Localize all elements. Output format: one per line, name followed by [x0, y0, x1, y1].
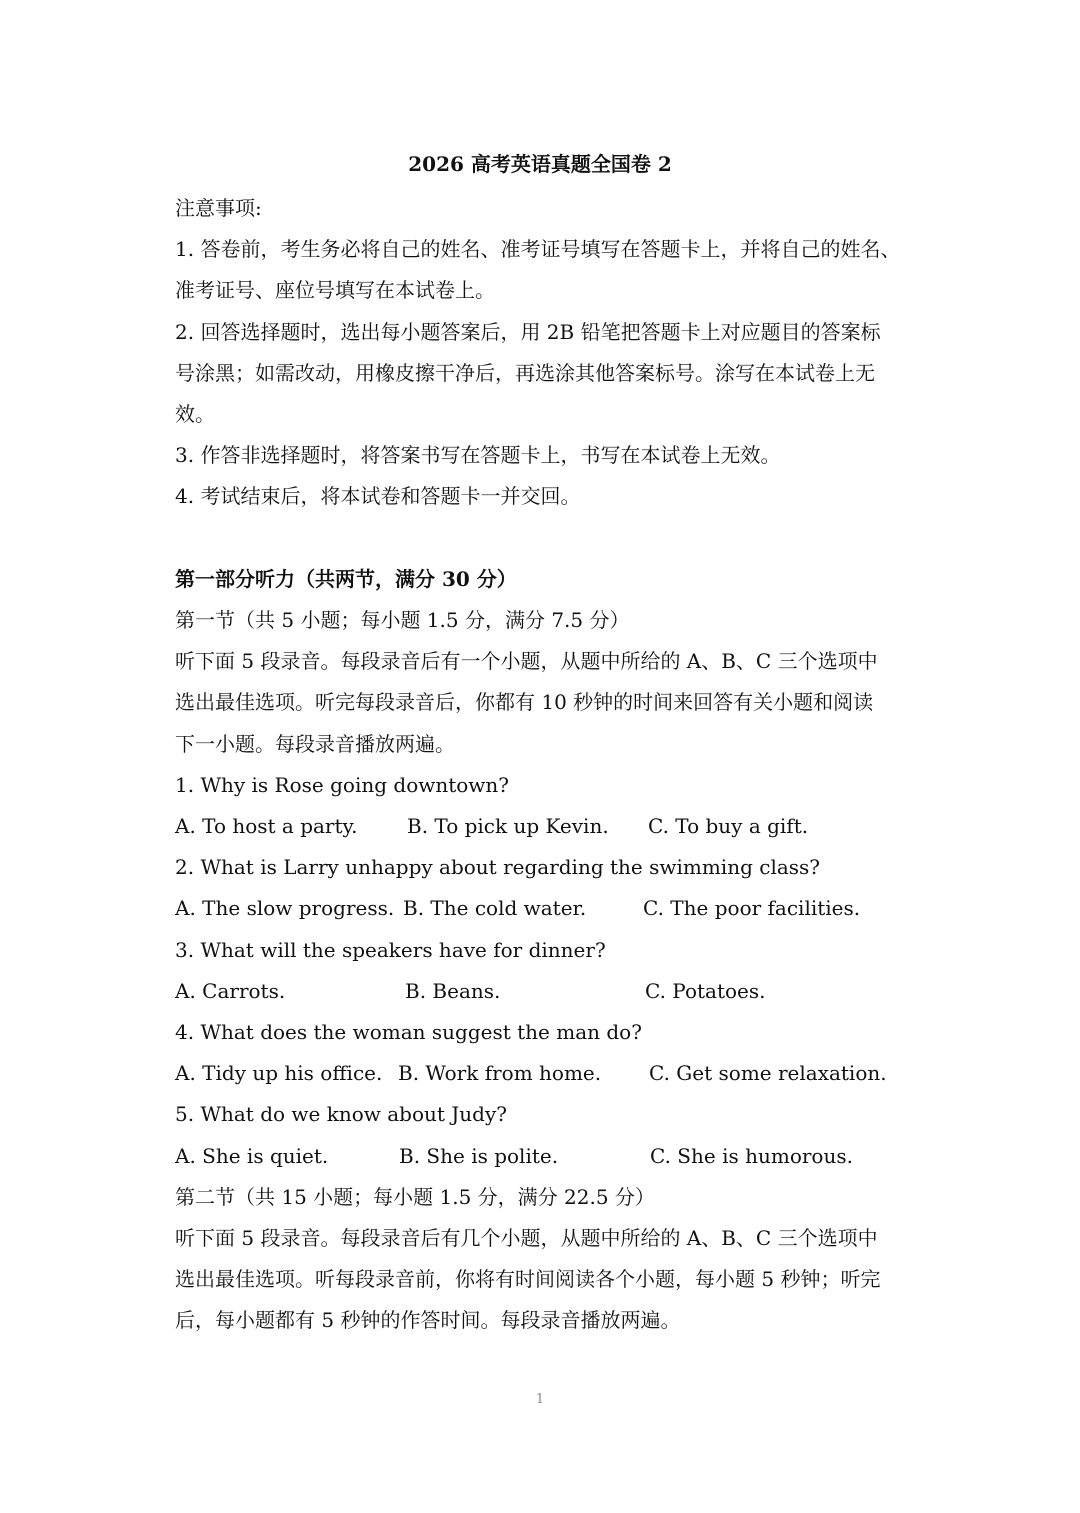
exam-body [175, 188, 910, 1342]
question-4: 4. What does the woman suggest the man do? [175, 1020, 642, 1045]
section2-heading: 第二节（共 15 小题；每小题 1.5 分，满分 22.5 分） [175, 1184, 655, 1209]
section2-instruction: 听下面 5 段录音。每段录音后有几个小题，从题中所给的 A、B、C 三个选项中 [175, 1226, 878, 1251]
option-c: C. Get some relaxation. [649, 1061, 887, 1086]
part1-heading: 第一部分听力（共两节，满分 30 分） [175, 566, 517, 591]
option-c: C. To buy a gift. [648, 814, 809, 839]
option-b: B. She is polite. [399, 1143, 559, 1168]
option-a: A. Carrots. [175, 978, 286, 1003]
section1-instruction: 选出最佳选项。听完每段录音后，你都有 10 秒钟的时间来回答有关小题和阅读 [175, 690, 874, 715]
spacer [175, 518, 910, 559]
notice-line: 4. 考试结束后，将本试卷和答题卡一并交回。 [175, 484, 581, 509]
option-b: B. To pick up Kevin. [407, 814, 609, 839]
question-5: 5. What do we know about Judy? [175, 1102, 507, 1127]
notice-line: 号涂黑；如需改动，用橡皮擦干净后，再选涂其他答案标号。涂写在本试卷上无 [175, 360, 875, 385]
option-b: B. Work from home. [398, 1061, 602, 1086]
option-b: B. The cold water. [403, 896, 587, 921]
option-c: C. Potatoes. [645, 978, 766, 1003]
option-a: A. Tidy up his office. [175, 1061, 383, 1086]
section1-instruction: 听下面 5 段录音。每段录音后有一个小题，从题中所给的 A、B、C 三个选项中 [175, 649, 878, 674]
option-a: A. To host a party. [175, 814, 358, 839]
question-1: 1. Why is Rose going downtown? [175, 772, 510, 797]
question-1-options [175, 806, 910, 847]
question-2: 2. What is Larry unhappy about regarding the swimming class? [175, 855, 821, 880]
section2-instruction: 选出最佳选项。听每段录音前，你将有时间阅读各个小题，每小题 5 秒钟；听完 [175, 1267, 881, 1292]
option-c: C. She is humorous. [650, 1143, 853, 1168]
exam-title: 2026 高考英语真题全国卷 2 [408, 152, 672, 176]
notice-line: 2. 回答选择题时，选出每小题答案后，用 2B 铅笔把答题卡上对应题目的答案标 [175, 319, 881, 344]
question-4-options [175, 1053, 910, 1094]
section1-instruction: 下一小题。每段录音播放两遍。 [175, 731, 455, 756]
question-2-options [175, 888, 910, 929]
question-3: 3. What will the speakers have for dinner? [175, 937, 606, 962]
option-c: C. The poor facilities. [643, 896, 861, 921]
question-5-options [175, 1136, 910, 1177]
option-a: A. She is quiet. [175, 1143, 329, 1168]
section2-instruction: 后，每小题都有 5 秒钟的作答时间。每段录音播放两遍。 [175, 1308, 681, 1333]
notice-heading: 注意事项: [175, 196, 262, 220]
notice-line: 1. 答卷前，考生务必将自己的姓名、准考证号填写在答题卡上，并将自己的姓名、 [175, 237, 901, 262]
option-b: B. Beans. [405, 978, 501, 1003]
notice-line: 准考证号、座位号填写在本试卷上。 [175, 278, 495, 303]
page-number: 1 [535, 1392, 545, 1407]
option-a: A. The slow progress. [175, 896, 395, 921]
notice-line: 3. 作答非选择题时，将答案书写在答题卡上，书写在本试卷上无效。 [175, 443, 781, 468]
section1-heading: 第一节（共 5 小题；每小题 1.5 分，满分 7.5 分） [175, 608, 630, 633]
question-3-options [175, 971, 910, 1012]
notice-line: 效。 [175, 402, 215, 427]
